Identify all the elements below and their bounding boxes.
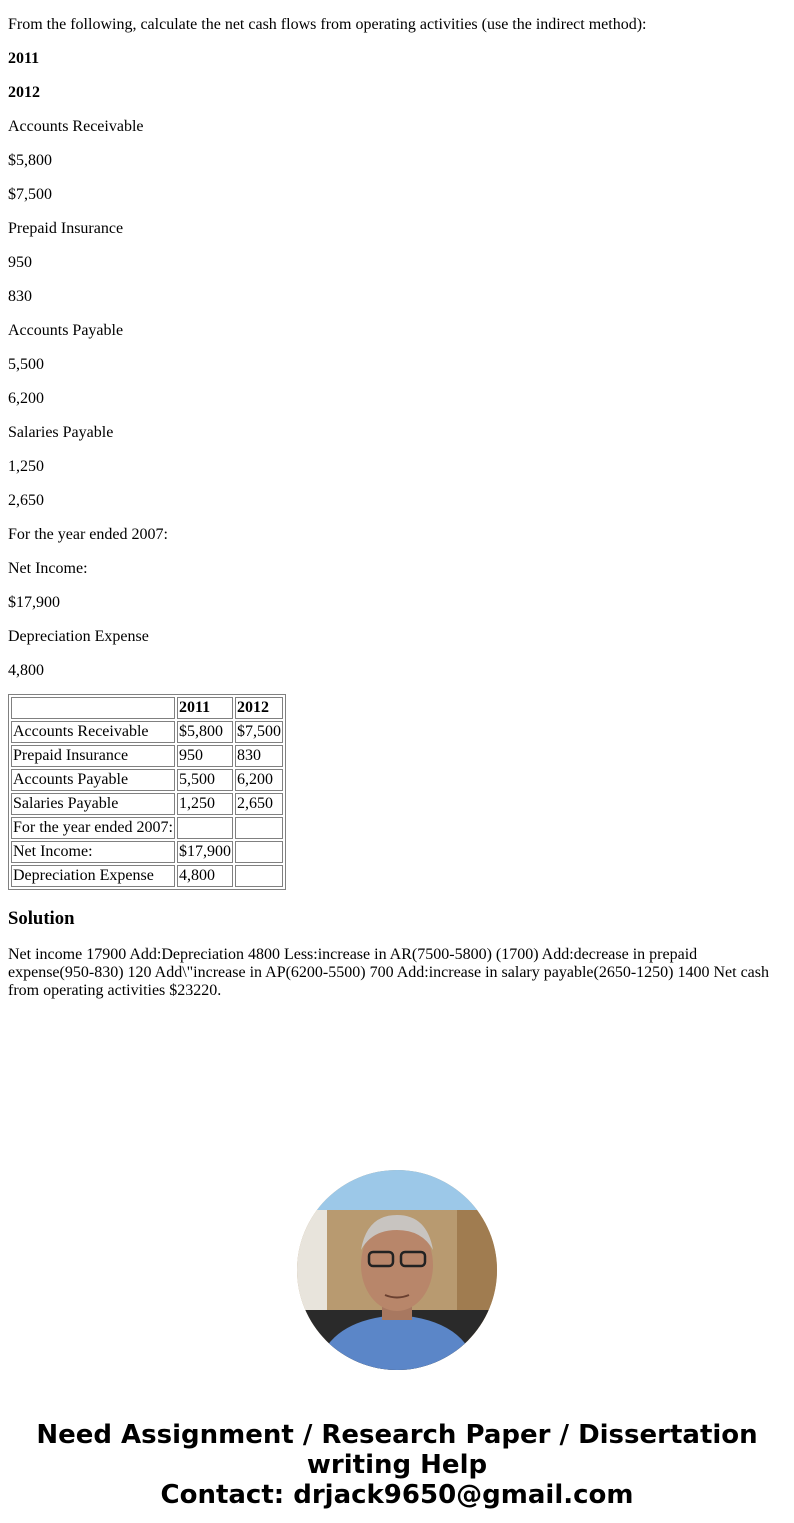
line: 2,650 bbox=[8, 492, 44, 509]
table-row bbox=[11, 769, 283, 791]
footer-line: Need Assignment / Research Paper / Dissertation bbox=[36, 1420, 758, 1450]
table-cell: $7,500 bbox=[235, 721, 283, 743]
line: 1,250 bbox=[8, 458, 44, 475]
table-cell: 1,250 bbox=[177, 793, 233, 815]
table-cell: 4,800 bbox=[177, 865, 233, 887]
line: Salaries Payable bbox=[8, 424, 114, 441]
line: 6,200 bbox=[8, 390, 44, 407]
footer-contact: Contact: drjack9650@gmail.com bbox=[160, 1480, 634, 1510]
table-cell: 2,650 bbox=[235, 793, 283, 815]
table-row bbox=[11, 793, 283, 815]
footer-banner bbox=[8, 1420, 786, 1510]
line: Depreciation Expense bbox=[8, 628, 149, 645]
table-cell: 2011 bbox=[177, 697, 233, 719]
table-cell: Salaries Payable bbox=[11, 793, 175, 815]
table-cell: Prepaid Insurance bbox=[11, 745, 175, 767]
table-cell bbox=[235, 865, 283, 887]
line: $7,500 bbox=[8, 186, 52, 203]
author-avatar bbox=[297, 1170, 497, 1370]
table-row bbox=[11, 745, 283, 767]
line: Accounts Payable bbox=[8, 322, 124, 339]
line: 830 bbox=[8, 288, 32, 305]
line: 950 bbox=[8, 254, 32, 271]
table-cell: $17,900 bbox=[177, 841, 233, 863]
solution-text: Net income 17900 Add:Depreciation 4800 Less:increase in AR(7500-5800) (1700) Add:decrease in prepaid expense(950-830) 120 Add\"increase in AP(6200-5500) 700 Add:increase in salary payable(2650-1250) 1400 Net cash from operating activities $23220. bbox=[8, 946, 770, 999]
footer-line: writing Help bbox=[306, 1450, 488, 1480]
table-cell: 6,200 bbox=[235, 769, 283, 791]
table-row bbox=[11, 817, 283, 839]
line: Prepaid Insurance bbox=[8, 220, 124, 237]
table-cell bbox=[177, 817, 233, 839]
table-header-row bbox=[11, 697, 283, 719]
line: Accounts Receivable bbox=[8, 118, 144, 135]
table-row bbox=[11, 865, 283, 887]
table-cell bbox=[235, 817, 283, 839]
table-cell bbox=[235, 841, 283, 863]
table-cell: Net Income: bbox=[11, 841, 175, 863]
table-cell: Depreciation Expense bbox=[11, 865, 175, 887]
table-row bbox=[11, 721, 283, 743]
line: 4,800 bbox=[8, 662, 44, 679]
table-cell: 5,500 bbox=[177, 769, 233, 791]
solution-heading: Solution bbox=[8, 908, 75, 929]
question: From the following, calculate the net cash flows from operating activities (use the indirect method): bbox=[8, 16, 647, 33]
table-cell: 950 bbox=[177, 745, 233, 767]
line: Net Income: bbox=[8, 560, 88, 577]
year-2011: 2011 bbox=[8, 50, 40, 67]
line: 5,500 bbox=[8, 356, 44, 373]
line: $17,900 bbox=[8, 594, 60, 611]
table-cell: 830 bbox=[235, 745, 283, 767]
table-cell: Accounts Receivable bbox=[11, 721, 175, 743]
table-cell bbox=[11, 697, 175, 719]
table-cell: For the year ended 2007: bbox=[11, 817, 175, 839]
table-cell: 2012 bbox=[235, 697, 283, 719]
table-row bbox=[11, 841, 283, 863]
table-cell: $5,800 bbox=[177, 721, 233, 743]
data-table bbox=[8, 694, 286, 890]
table-cell: Accounts Payable bbox=[11, 769, 175, 791]
line: For the year ended 2007: bbox=[8, 526, 168, 543]
year-2012: 2012 bbox=[8, 84, 40, 101]
line: $5,800 bbox=[8, 152, 52, 169]
